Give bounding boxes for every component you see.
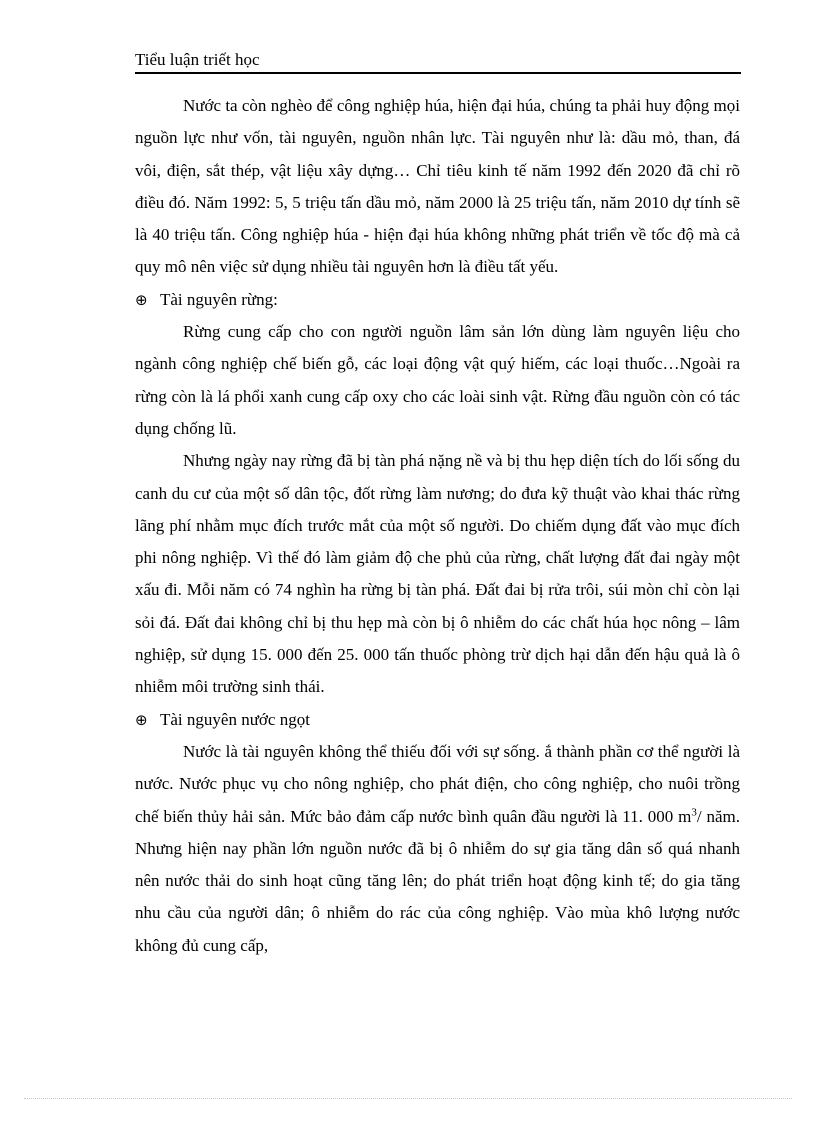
page-header	[135, 48, 741, 74]
bullet-freshwater-label: Tài nguyên nước ngọt	[160, 709, 310, 729]
paragraph-industrialization: Nước ta còn nghèo để công nghiệp húa, hiện đại húa, chúng ta phải huy động mọi nguồn lực như vốn, tài nguyên, nguồn nhân lực. Tài nguyên như là: dầu mỏ, than, đá vôi, điện, sắt thép, vật liệu xây dựng… Chỉ tiêu kinh tế năm 1992 đến 2020 đã chỉ rõ điều đó. Năm 1992: 5, 5 triệu tấn dầu mỏ, năm 2000 là 25 triệu tấn, năm 2010 dự tính sẽ là 40 triệu tấn. Công nghiệp húa - hiện đại húa không những phát triển về tốc độ mà cả quy mô nên việc sử dụng nhiều tài nguyên hơn là điều tất yếu.	[135, 96, 740, 277]
bullet-forest-resources	[135, 284, 740, 316]
paragraph-freshwater	[135, 736, 740, 962]
paragraph-forest-destruction: Nhưng ngày nay rừng đã bị tàn phá nặng nề và bị thu hẹp diện tích do lối sống du canh du cư của một số dân tộc, đốt rừng làm nương; do đưa kỹ thuật vào khai thác rừng lãng phí nhằm mục đích trước mắt của một số người. Do chiếm dụng đất vào mục đích phi nông nghiệp. Vì thế đó làm giảm độ che phủ của rừng, chất lượng đất đai ngày một xấu đi. Mỗi năm có 74 nghìn ha rừng bị tàn phá. Đất đai bị rửa trôi, súi mòn chỉ còn lại sỏi đá. Đất đai không chỉ bị thu hẹp mà còn bị ô nhiễm do các chất húa học nông – lâm nghiệp, sử dụng 15. 000 đến 25. 000 tấn thuốc phòng trừ dịch hại dẫn đến hậu quả là ô nhiễm môi trường sinh thái.	[135, 451, 740, 697]
bullet-freshwater-resources	[135, 704, 740, 736]
bullet-forest-label: Tài nguyên rừng:	[160, 289, 278, 309]
header-title: Tiểu luận triết học	[135, 50, 260, 69]
circled-plus-icon: ⊕	[135, 710, 148, 729]
circled-plus-icon: ⊕	[135, 290, 148, 309]
footer-divider	[24, 1098, 792, 1099]
cubic-exponent: 3	[691, 805, 697, 818]
document-body	[135, 90, 740, 962]
paragraph-freshwater-text-end: / năm. Nhưng hiện nay phần lớn nguồn nước đã bị ô nhiễm do sự gia tăng dân số quá nhanh nên nước thải do sinh hoạt cũng tăng lên; do phát triển hoạt động kinh tế; do gia tăng nhu cầu của người dân; ô nhiễm do rác của công nghiệp. Vào mùa khô lượng nước không đủ cung cấp,	[135, 806, 740, 955]
paragraph-freshwater-text-start: Nước là tài nguyên không thể thiếu đối với sự sống. ắ thành phần cơ thể người là nước. Nước phục vụ cho nông nghiệp, cho phát điện, cho công nghiệp, cho nuôi trồng chế biến thủy hải sản. Mức bảo đảm cấp nước bình quân đầu người là 11. 000 m	[135, 741, 740, 826]
paragraph-forest-benefits: Rừng cung cấp cho con người nguồn lâm sản lớn dùng làm nguyên liệu cho ngành công nghiệp chế biến gỗ, các loại động vật quý hiếm, các loại thuốc…Ngoài ra rừng còn là lá phổi xanh cung cấp oxy cho các loài sinh vật. Rừng đầu nguồn còn có tác dụng chống lũ.	[135, 322, 740, 438]
